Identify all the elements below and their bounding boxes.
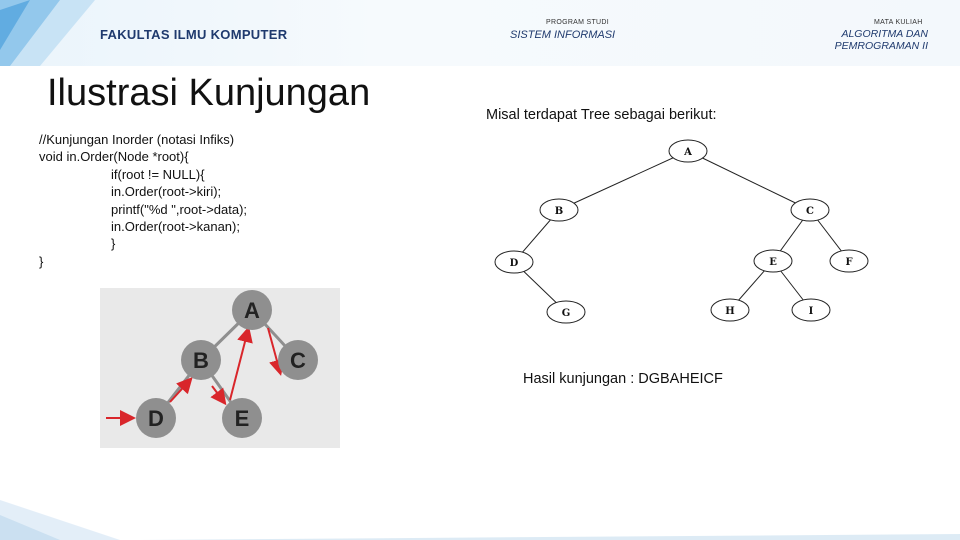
small-node-e bbox=[222, 398, 262, 438]
tree-node-label: C bbox=[806, 206, 814, 217]
tree-node-label: G bbox=[561, 308, 571, 319]
code-line: if(root != NULL){ bbox=[111, 166, 205, 182]
tree-node-e bbox=[754, 250, 792, 272]
page-header bbox=[0, 0, 960, 66]
result-label: Hasil kunjungan : bbox=[523, 371, 635, 387]
edge-a-c bbox=[688, 151, 810, 210]
code-line: void in.Order(Node *root){ bbox=[39, 149, 189, 165]
tree-node-a bbox=[669, 140, 707, 162]
small-node-c bbox=[278, 340, 318, 380]
tree-node-label: B bbox=[554, 206, 564, 217]
tree-node-b bbox=[540, 199, 578, 221]
code-line: //Kunjungan Inorder (notasi Infiks) bbox=[39, 132, 235, 147]
small-node-label: A bbox=[244, 298, 260, 323]
code-listing bbox=[39, 131, 439, 270]
tree-node-g bbox=[547, 301, 585, 323]
small-node-label: B bbox=[193, 348, 209, 373]
binary-tree-diagram bbox=[480, 130, 880, 330]
small-node-label: C bbox=[290, 348, 306, 373]
small-node-b bbox=[181, 340, 221, 380]
footer-decoration bbox=[0, 480, 960, 540]
code-line: printf("%d ",root->data); bbox=[111, 201, 248, 217]
code-line: in.Order(root->kiri); bbox=[111, 184, 222, 200]
tree-node-d bbox=[495, 251, 533, 273]
faculty-name: FAKULTAS ILMU KOMPUTER bbox=[100, 27, 288, 42]
program-value: SISTEM INFORMASI bbox=[510, 29, 616, 41]
inorder-illustration bbox=[100, 288, 340, 448]
course-value bbox=[788, 28, 928, 52]
tree-node-label: I bbox=[808, 306, 814, 317]
program-label: PROGRAM STUDI bbox=[546, 19, 610, 26]
code-line: } bbox=[39, 253, 44, 269]
result-value: DGBAHEICF bbox=[638, 371, 723, 387]
tree-node-label: A bbox=[684, 147, 692, 158]
page-title: Ilustrasi Kunjungan bbox=[47, 72, 371, 114]
tree-node-label: F bbox=[845, 257, 853, 268]
tree-node-label: D bbox=[509, 258, 519, 269]
small-node-label: E bbox=[234, 406, 250, 431]
tree-node-c bbox=[791, 199, 829, 221]
course-value-line2: PEMROGRAMAN II bbox=[834, 40, 928, 52]
tree-node-label: E bbox=[769, 257, 777, 268]
tree-node-i bbox=[792, 299, 830, 321]
tree-node-h bbox=[711, 299, 749, 321]
small-node-a bbox=[232, 290, 272, 330]
code-line: in.Order(root->kanan); bbox=[111, 219, 240, 235]
small-node-label: D bbox=[148, 406, 164, 431]
tree-node-f bbox=[830, 250, 868, 272]
traversal-result bbox=[523, 371, 723, 387]
course-label: MATA KULIAH bbox=[874, 19, 923, 26]
course-value-line1: ALGORITMA DAN bbox=[841, 28, 928, 40]
edge-a-b bbox=[559, 151, 688, 210]
tree-intro-text: Misal terdapat Tree sebagai berikut: bbox=[486, 107, 717, 123]
code-line: } bbox=[111, 236, 116, 252]
tree-node-label: H bbox=[725, 306, 735, 317]
small-node-d bbox=[136, 398, 176, 438]
